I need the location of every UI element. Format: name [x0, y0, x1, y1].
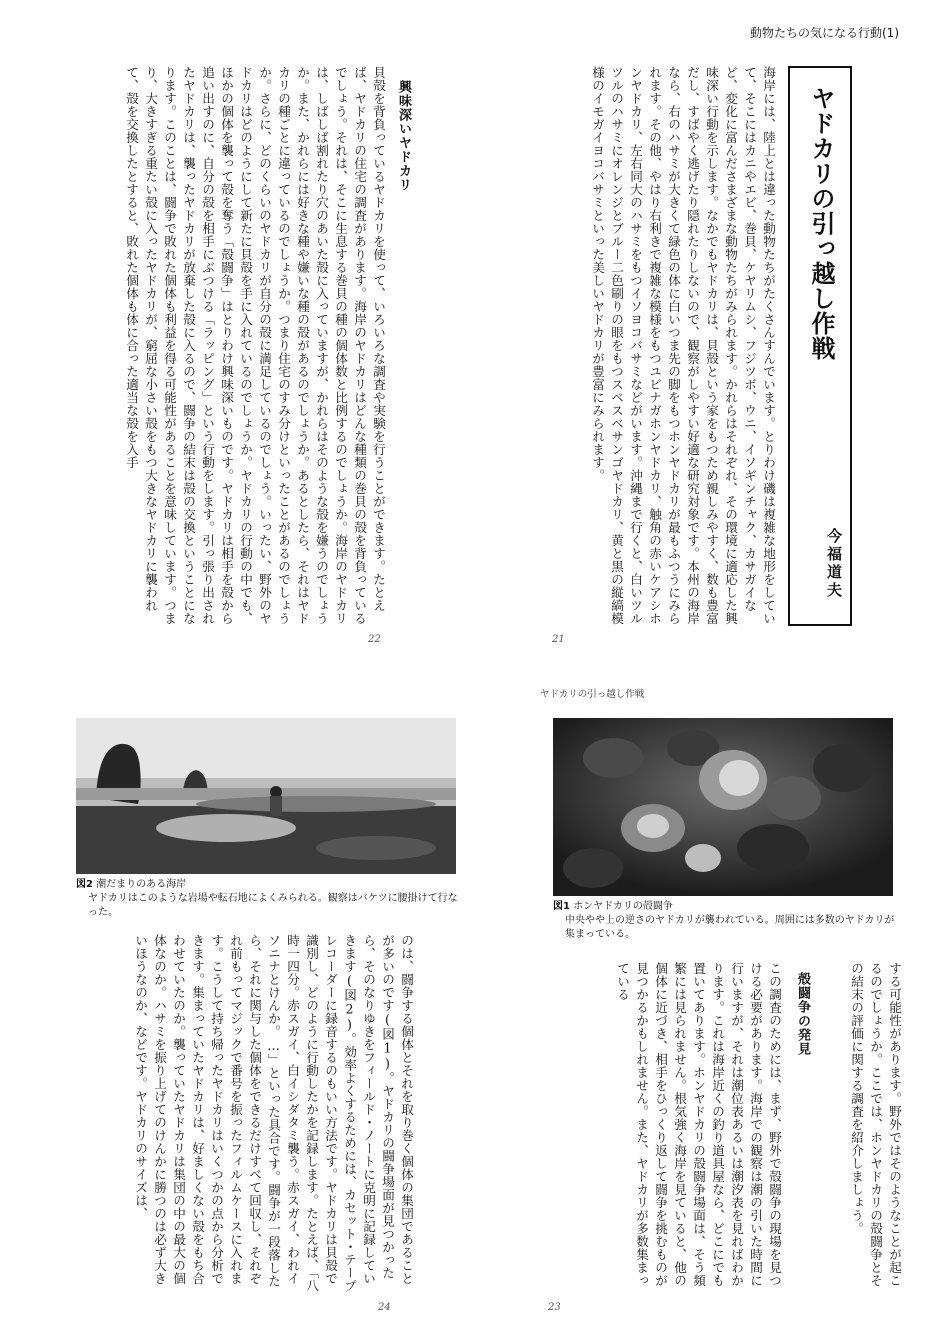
figure1-label: 図1 — [553, 901, 570, 912]
section1-heading: 興味深いヤドカリ — [396, 80, 411, 192]
page-number-22: 22 — [368, 634, 381, 645]
intro-text: 海岸には、陸上とは違った動物たちがたくさんすんでいます。とりわけ磯は複雑な地形をしていて、そこにはカニやエビ、巻貝、ケヤリムシ、フジツボ、ウニ、イソギンチャク、カサガイなど、変化に富んださまざまな動物たちがみられます。かれらはそれぞれ、その環境に適応した興味深い行動を示します。なかでもヤドカリは、貝殻という家をもつため親しみやすく、数も豊富だし、すばやく逃げたり隠れたりしないので、観察がしやすい好適な研究対象です。本州の海岸なら、右のハサミが大きくて緑色の体に白いつま先の脚をもつホンヤドカリが最もふつうにみられます。その他、やはり右利きで複雑な模様をもつユビナガホンヤドカリ、触角の赤いケアシホンヤドカリ、左右同大のハサミをもつイソヨコバサミなどがいます。沖縄まで行くと、白いツルツルのハサミにオレンジとブルー二色刷りの眼をもつスベスベサンゴヤドカリ、黄と黒の縦縞模様のイモガイヨコバサミといった美しいヤドカリが豊富にみられます。 — [590, 66, 776, 625]
figure1-caption — [553, 900, 898, 942]
page-number-23: 23 — [548, 1302, 561, 1313]
running-head-2: ヤドカリの引っ越し作戦 — [540, 689, 645, 700]
section1-text: 貝殻を背負っているヤドカリを使って、いろいろな調査や実験を行うことができます。たとえば、ヤドカリの住宅の調査があります。海岸のヤドカリはどんな種類の巻貝の殻を背負っているでしょう。それは、そこに生息する巻貝の種の個体数と比例するのでしょうか。海岸のヤドカリは、しばしば割れたり穴のあいた殻に入っていますが、かれらはそのような殻を嫌うのでしょうか。また、かれらには好きな種や嫌いな種の殻があるのでしょうか。あるとしたら、それはヤドカリの種ごとに違っているのでしょうか。つまり住宅のすみ分けといったことがあるのでしょうか。さらに、どのくらいのヤドカリが自分の殻に満足しているのでしょう。いったい、野外のヤドカリはどのようにして新たに貝殻を手に入れているのでしょうか。ヤドカリの行動の中でも、ほかの個体を襲って殻を奪う「殻闘争」はとりわけ興味深いものです。ヤドカリは相手を殻から追い出すのに、自分の殻を相手にぶつける「ラッピング」という行動をします。引っ張り出されたヤドカリは、襲ったヤドカリが放棄した殻に入るので、闘争の結末は殻の交換ということになります。このことは、闘争で敗れた個体も利益を得る可能性があることを意味しています。つまり、大きすぎる重たい殻に入ったヤドカリが、窮屈な小さい殻をもつ大きなヤドカリに襲われて、殻を交換したとすると、敗れた個体も体に合った適当な殻を入手 — [124, 66, 386, 625]
section2-heading: 殻闘争の発見 — [795, 972, 810, 1056]
figure2-text: ヤドカリはこのような岩場や転石地によくみられる。観察はバケツに腰掛けて行なった。 — [88, 893, 458, 918]
figure1-title: ホンヤドカリの殻闘争 — [573, 901, 673, 912]
figure2-photo — [76, 718, 456, 874]
figure1-photo — [553, 718, 893, 896]
article-title: ヤドカリの引っ越し作戦 — [807, 86, 835, 361]
figure2-caption — [76, 878, 466, 920]
running-header: 動物たちの気になる行動(1) — [750, 26, 899, 40]
section2-text: この調査のためには、まず、野外で殻闘争の現場を見つける必要があります。海岸での観察は潮の引いた時間に行いますが、それは潮位表あるいは潮汐表を見ればわかります。これは海岸近くの釣り道具屋なら、どこにでも置いてあります。ホンヤドカリの殻闘争場面は、そう頻繁には見られません。根気強く海岸を見ていると、他の個体に近づき、相手をひっくり返して闘争を挑むものが見つかるかもしれません。また、ヤドカリが多数集まっている — [615, 962, 782, 1287]
figure1-text: 中央やや上の逆さのヤドカリが襲われている。周囲には多数のヤドカリが集まっている。 — [565, 915, 895, 940]
figure2-label: 図2 — [76, 879, 93, 890]
page24-text: のは、闘争する個体とそれを取り巻く個体の集団であることが多いのです(図1)。ヤドカリの闘争場面が見つかったら、そのなりゆきをフィールド・ノートに克明に記録していきます(図2)。効率よくするためには、カセット・テープレコーダーに録音するのもいい方法です。ヤドカリは貝殻で識別し、どのように行動したかを記録します。たとえば、「八時一四分。赤スガイ、白イシダタミ襲う。赤スガイ、われイソニナとけんか。…」といった具合です。闘争が一段落したら、それに関与した個体をできるだけすべて回収し、それぞれ前もってマジックで番号を振ったフィルムケースに入れます。こうして持ち帰ったヤドカリはいくつかの点から分析できます。集まっていたヤドカリは、好ましくない殻をもち合わせていたのか。襲っていたヤドカリは集団の中の最大の個体なのか。ハサミを振り上げてのけんかに勝つのは必ず大きいほうなのか、などです。ヤドカリのサイズは、 — [133, 934, 414, 1293]
page-number-24: 24 — [378, 1302, 391, 1313]
page-number-21: 21 — [552, 634, 565, 645]
author-name: 今福道夫 — [825, 528, 843, 600]
page23-text1: する可能性があります。野外ではそのようなことが起こるのでしょうか。ここでは、ホンヤドカリの殻闘争とその結末の評価に関する調査を紹介しましょう。 — [849, 962, 902, 1287]
figure2-title: 潮だまりのある海岸 — [96, 879, 187, 890]
